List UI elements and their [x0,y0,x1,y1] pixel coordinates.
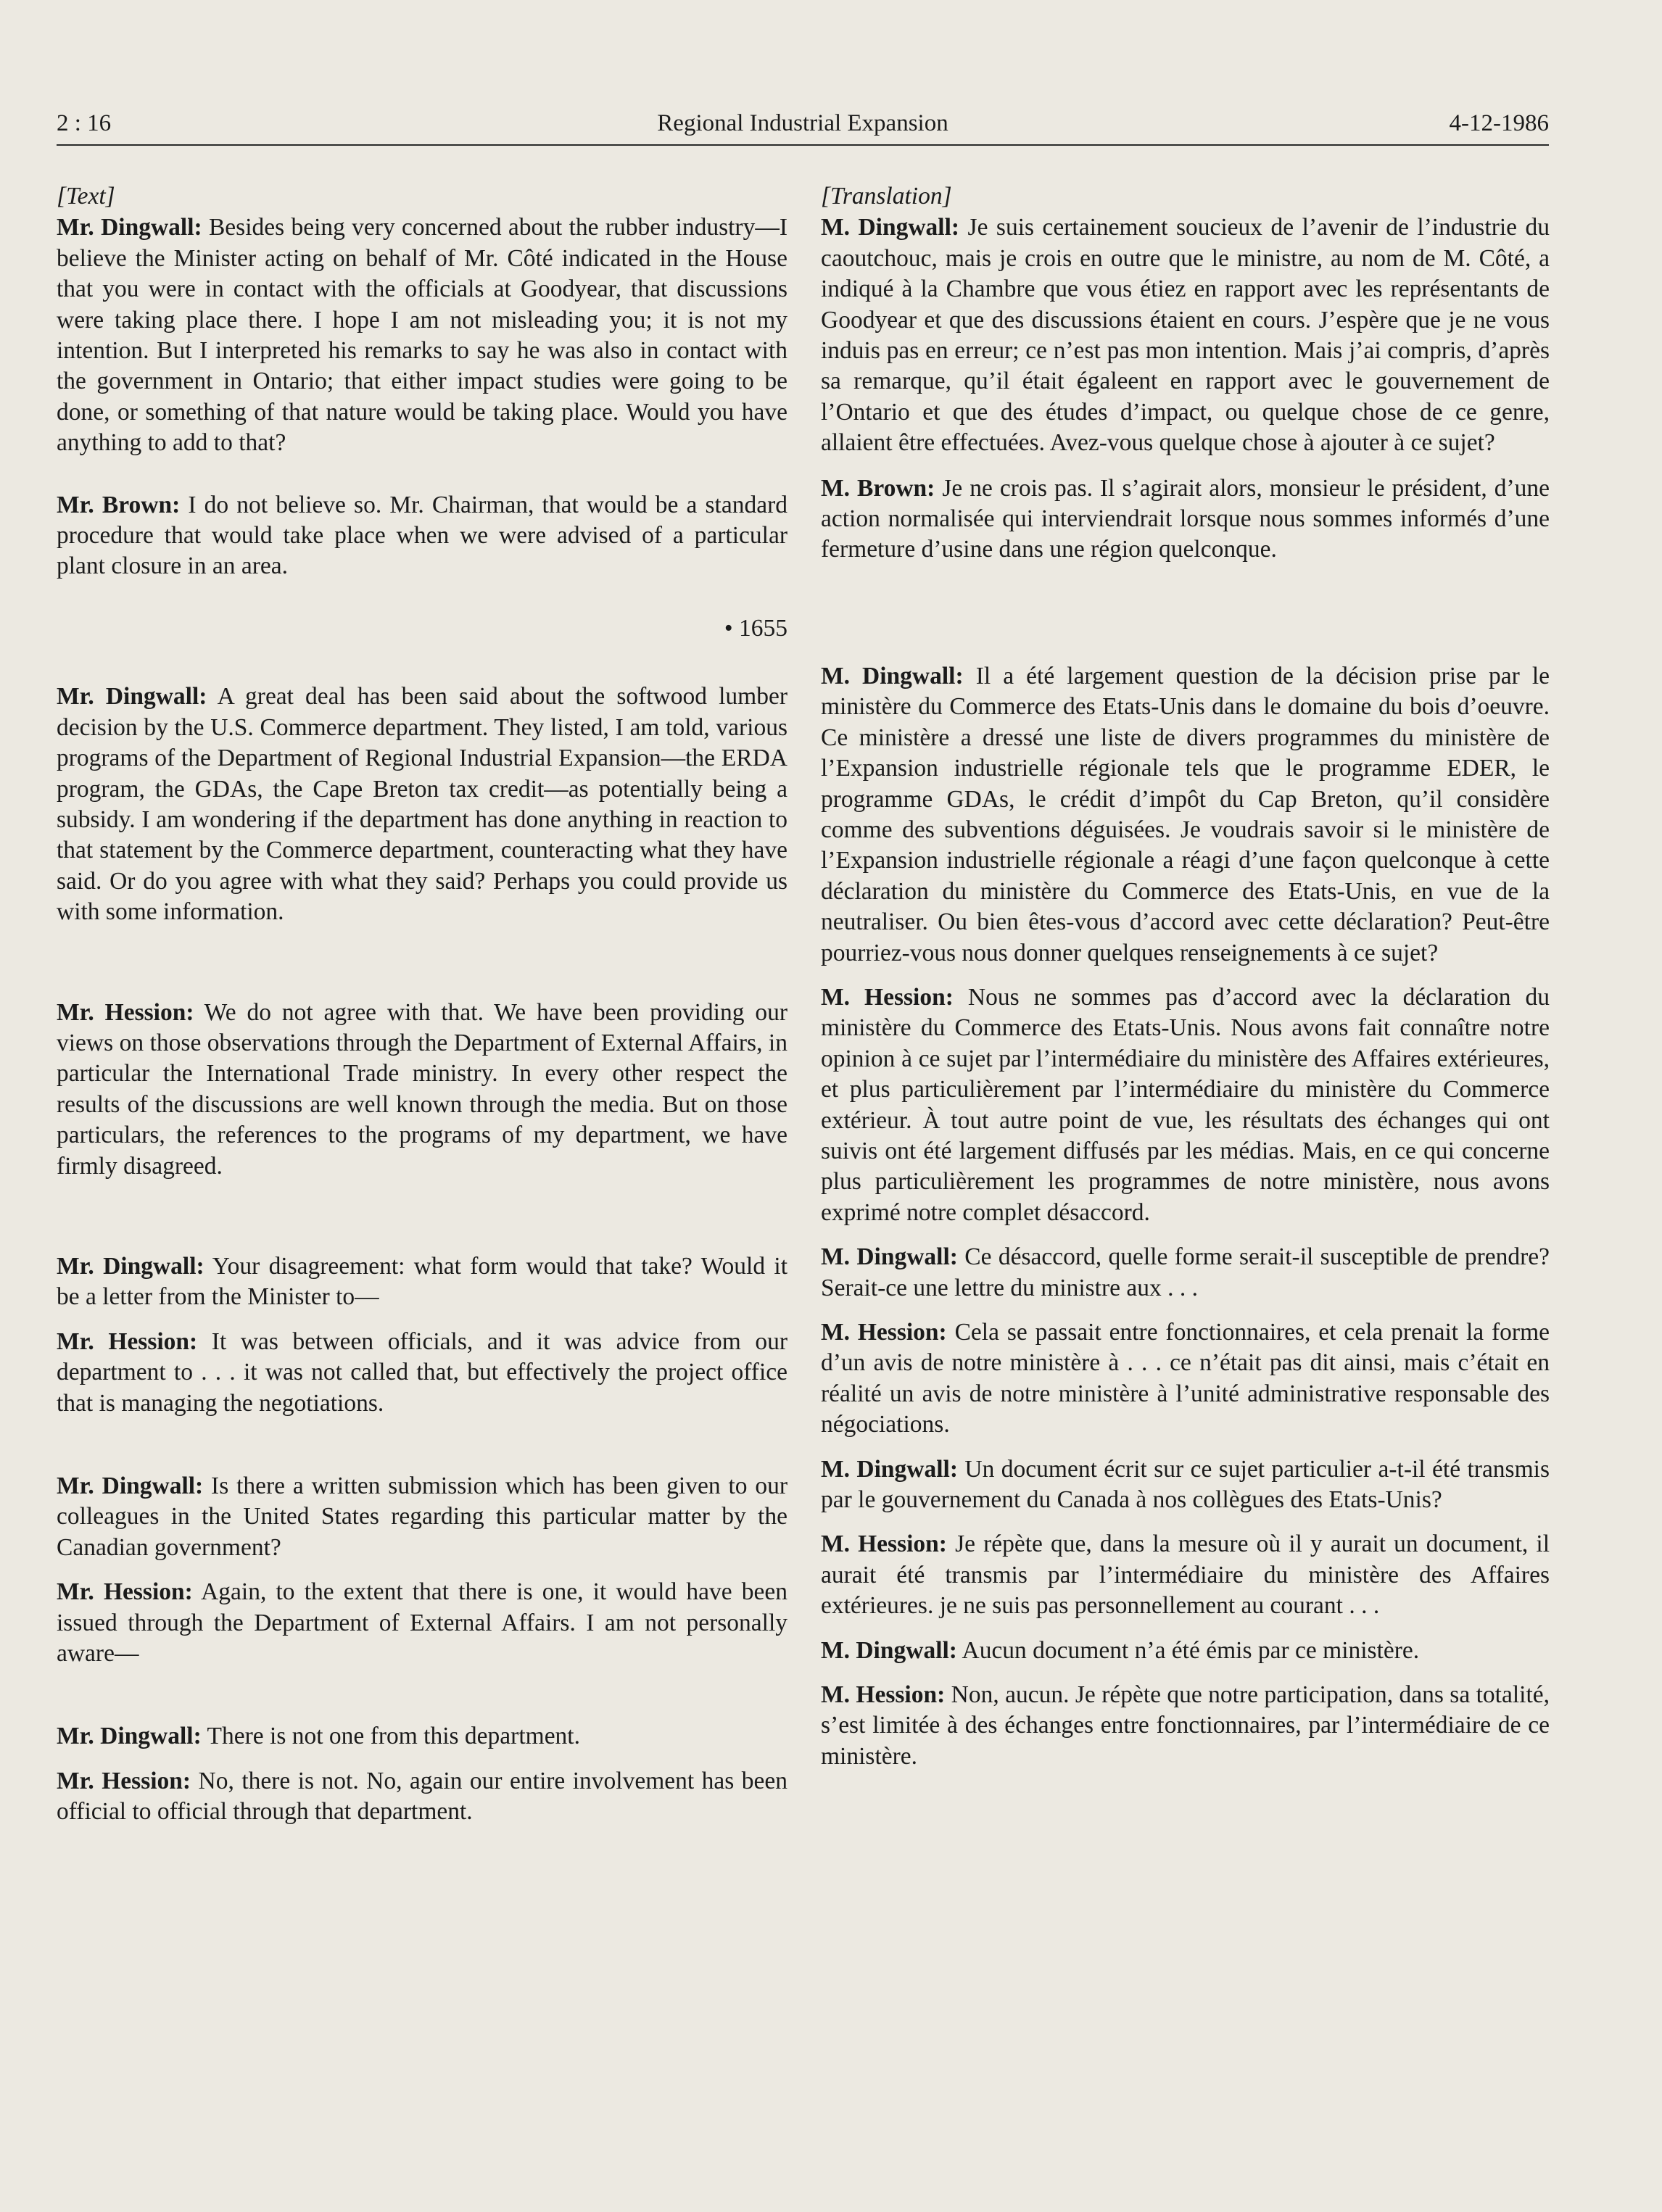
paragraph [57,1766,787,1828]
speaker-name: Mr. Hession: [57,1327,198,1355]
speaker-name: M. Brown: [821,474,935,502]
speaker-name: M. Dingwall: [821,1243,958,1271]
speaker-name: M. Dingwall: [821,662,964,689]
speech-text: Besides being very concerned about the rubber industry—I believe the Minister acting on behalf of Mr. Côté indicated in the House that you were in contact with the officials at Goodyear, that discussions were taking place there. I hope I am not misleading you; it is not my intention. But I interpreted his remarks to say he was also in contact with the government in Ontario; that either impact studies were going to be done, or something of that nature would be taking place. Would you have anything to add to that? [57,214,787,457]
paragraph [57,490,787,582]
paragraph [821,212,1550,458]
speech-text: Cela se passait entre fonctionnaires, et cela prenait la forme d’un avis de notre ministère à . . . ce n’était pas dit ainsi, mais c’était en réalité un avis de notre ministère à l’unité administrative responsable des négociations. [821,1319,1550,1438]
french-column [821,181,1550,1772]
speech-text: A great deal has been said about the softwood lumber decision by the U.S. Commerce department. They listed, I am told, various programs of the Department of Regional Industrial Expansion—the ERDA program, the GDAs, the Cape Breton tax credit—as potentially being a subsidy. I am wondering if the department has done anything in reaction to that statement by the Commerce department, counteracting what they have said. Or do you agree with what they said? Perhaps you could provide us with some information. [57,683,787,926]
speech-text: Un document écrit sur ce sujet particulier a-t-il été transmis par le gouvernement du Canada à nos collègues des Etats-Unis? [821,1455,1550,1514]
paragraph [57,1327,787,1419]
paragraph [821,1636,1550,1666]
running-title: Regional Industrial Expansion [657,110,948,136]
paragraph [821,473,1550,566]
speaker-name: Mr. Dingwall: [57,683,207,711]
speech-text: Ce désaccord, quelle forme serait-il susceptible de prendre? Serait-ce une lettre du ministre aux . . . [821,1243,1550,1301]
speech-text: I do not believe so. Mr. Chairman, that would be a standard procedure that would take place when we were advised of a particular plant closure in an area. [57,491,787,580]
paragraph [57,212,787,458]
speaker-name: Mr. Hession: [57,1578,193,1606]
text-label: [Text] [57,183,115,210]
paragraph [57,998,787,1182]
speech-text: There is not one from this department. [201,1723,580,1750]
paragraph [57,1577,787,1669]
speech-text: It was between officials, and it was advice from our department to . . . it was not called that, but effectively the project office that is managing the negotiations. [57,1327,787,1417]
speaker-name: Mr. Hession: [57,1767,191,1794]
paragraph [57,1471,787,1563]
speech-text: Je ne crois pas. Il s’agirait alors, monsieur le président, d’une action normalisée qui interviendrait lorsque nous sommes informés d’une fermeture d’usine dans une région quelconque. [821,474,1550,563]
speaker-name: M. Hession: [821,1681,946,1709]
header-date: 4-12-1986 [1449,110,1549,136]
speaker-name: M. Dingwall: [821,214,960,241]
speech-text: Je suis certainement soucieux de l’avenir de l’industrie du caoutchouc, mais je crois en outre que le ministre, au nom de M. Côté, a indiqué à la Chambre que vous étiez en rapport avec les représentants de Goodyear et que des discussions étaient en cours. J’espère que je ne vous induis pas en erreur; ce n’est pas mon intention. Mais j’ai compris, d’après sa remarque, qu’il était égaleent en rapport avec le gouvernement de l’Ontario et que des études d’impact, ou quelque chose de ce genre, allaient être effectuées. Avez-vous quelque chose à ajouter à ce sujet? [821,214,1550,457]
speech-text: Aucun document n’a été émis par ce ministère. [956,1636,1420,1664]
speech-text: Is there a written submission which has been given to our colleagues in the United States regarding this particular matter by the Canadian government? [57,1472,787,1561]
paragraph [821,982,1550,1228]
speech-text: Again, to the extent that there is one, it would have been issued through the Department of External Affairs. I am not personally aware— [57,1578,787,1668]
speech-text: Il a été largement question de la décision prise par le ministère du Commerce des Etats-Unis dans le domaine du bois d’oeuvre. Ce ministère a dressé une liste de divers programmes du ministère de l’Expansion industrielle régionale tels que le programme EDER, le programme GDAs, le crédit d’impôt du Cap Breton, qu’il considère comme des subventions déguisées. Je voudrais savoir si le ministère de l’Expansion industrielle régionale a réagi d’une façon quelconque à cette déclaration du ministère du Commerce des Etats-Unis, en vue de la neutraliser. Ou bien êtes-vous d’accord avec cette déclaration? Peut-être pourriez-vous nous donner quelques renseignements à ce sujet? [821,662,1550,966]
speaker-name: Mr. Dingwall: [57,214,202,241]
page-number: 2 : 16 [57,110,112,136]
speech-text: Nous ne sommes pas d’accord avec la déclaration du ministère du Commerce des Etats-Unis. Nous avons fait connaître notre opinion à ce sujet par l’intermédiaire du ministère des Affaires extérieures, et plus particulièrement par l’intermédiaire du ministère du Commerce extérieur. À tout autre point de vue, les résultats des échanges qui ont suivis ont été largement diffusés par les médias. Mais, en ce qui concerne plus particulièrement les programmes de notre ministère, nous avons exprimé notre complet désaccord. [821,983,1550,1226]
paragraph [57,682,787,927]
speech-text: Non, aucun. Je répète que notre participation, dans sa totalité, s’est limitée à des échanges entre fonctionnaires, par l’intermédiaire de ce ministère. [821,1681,1550,1770]
paragraph [57,1251,787,1313]
english-column [57,181,787,1828]
speaker-name: M. Hession: [821,983,954,1011]
paragraph [821,1242,1550,1304]
speech-text: Your disagreement: what form would that take? Would it be a letter from the Minister to— [57,1252,787,1311]
speaker-name: M. Hession: [821,1319,947,1346]
paragraph [821,1529,1550,1621]
speaker-name: M. Dingwall: [821,1455,959,1483]
speaker-name: Mr. Dingwall: [57,1723,202,1750]
speech-text: Je répète que, dans la mesure où il y aurait un document, il aurait été transmis par l’intermédiaire du ministère des Affaires extérieures. je ne suis pas personnellement au courant . . . [821,1530,1550,1620]
speaker-name: M. Hession: [821,1530,947,1558]
paragraph [821,1454,1550,1516]
translation-label: [Translation] [821,183,952,210]
time-marker: • 1655 [724,614,787,642]
speaker-name: Mr. Dingwall: [57,1472,204,1499]
speaker-name: M. Dingwall: [821,1636,957,1664]
speaker-name: Mr. Brown: [57,491,181,518]
header-rule [57,144,1549,146]
page-header [57,107,1549,144]
paragraph [57,1721,787,1752]
paragraph [821,661,1550,969]
speech-text: No, there is not. No, again our entire involvement has been official to official through that department. [57,1767,787,1826]
paragraph [821,1680,1550,1772]
speaker-name: Mr. Hession: [57,998,194,1026]
speech-text: We do not agree with that. We have been providing our views on those observations through the Department of External Affairs, in particular the International Trade ministry. In every other respect the results of the discussions are well known through the media. But on those particulars, the references to the programs of my department, we have firmly disagreed. [57,998,787,1180]
speaker-name: Mr. Dingwall: [57,1252,204,1280]
paragraph [821,1317,1550,1441]
